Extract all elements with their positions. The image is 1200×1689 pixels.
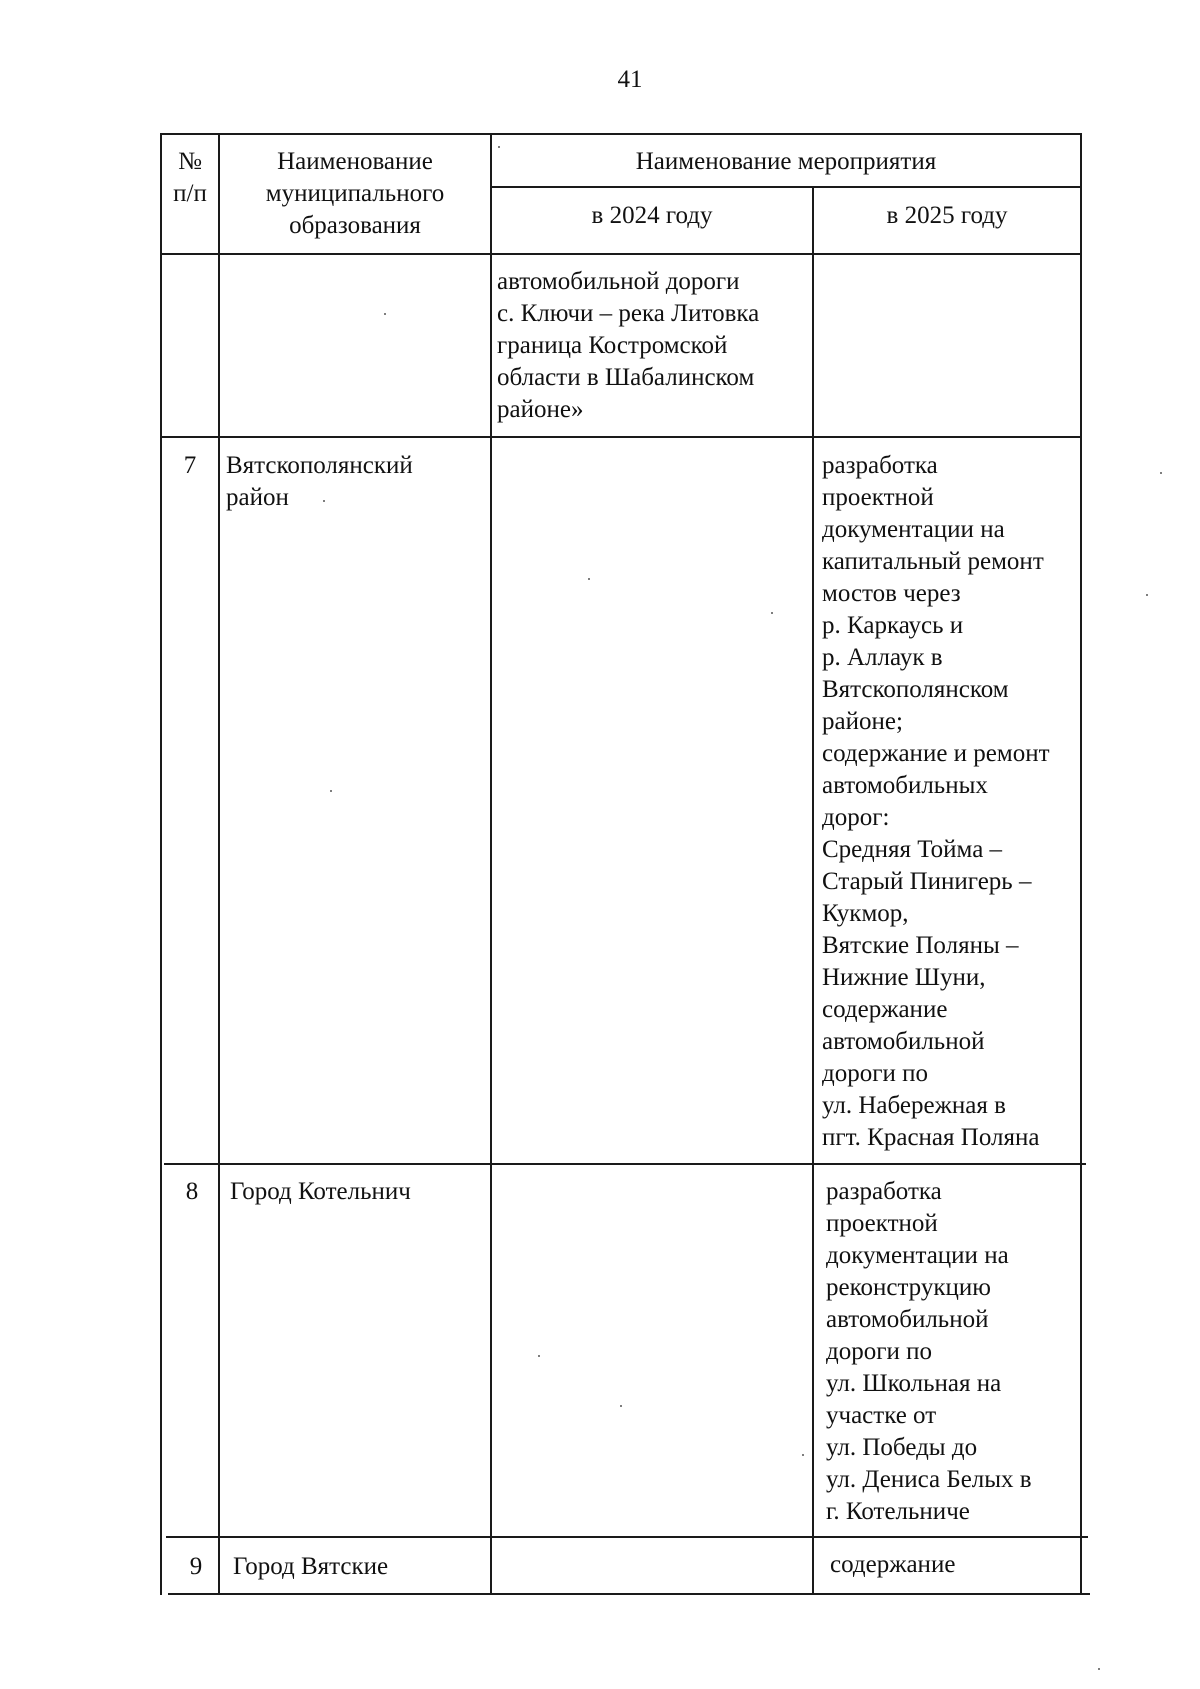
scan-speck <box>330 790 332 792</box>
row-9-2025: содержание <box>830 1551 956 1578</box>
row-8-2025: разработка проектной документации на реконструкцию автомобильной дороги по ул. Школьная на участке от ул. Победы до ул. Дениса Белых в г. Котельниче <box>826 1178 1032 1525</box>
scan-speck <box>538 1355 540 1357</box>
row-line-3 <box>166 1536 1088 1538</box>
header-subline <box>490 186 1080 188</box>
scan-speck <box>1146 594 1148 596</box>
page-number: 41 <box>617 66 643 93</box>
header-2025: в 2025 году <box>886 202 1008 229</box>
row-line-1 <box>162 436 1082 438</box>
header-municipality: Наименование муниципального образования <box>265 148 445 239</box>
scan-speck <box>498 146 500 148</box>
scan-speck <box>802 1454 804 1456</box>
row-line-2 <box>164 1163 1086 1165</box>
row-7-num: 7 <box>183 452 197 479</box>
table-line-top <box>160 133 1080 135</box>
scan-speck <box>384 313 386 315</box>
col-line-3 <box>812 186 814 1595</box>
header-num: № п/п <box>173 148 207 207</box>
row-9-municipality: Город Вятские <box>233 1553 389 1580</box>
header-2024: в 2024 году <box>591 202 713 229</box>
row-continuation-2024: автомобильной дороги с. Ключи – река Литовка граница Костромской области в Шабалинском районе» <box>497 268 760 423</box>
col-line-1 <box>218 133 220 1595</box>
scan-speck <box>771 612 773 614</box>
row-7-municipality: Вятскополянский район <box>226 452 413 511</box>
col-line-0 <box>160 133 162 1595</box>
row-7-2025: разработка проектной документации на капитальный ремонт мостов через р. Каркаусь и р. Аллаук в Вятскополянском районе; содержание и ремонт автомобильных дорог: Средняя Тойма – Старый Пинигерь – Кукмор, Вятские Поляны – Нижние Шуни, содержание автомобильной дороги по ул. Набережная в пгт. Красная Поляна <box>822 452 1050 1151</box>
row-8-municipality: Город Котельнич <box>230 1178 411 1205</box>
scan-speck <box>588 578 590 580</box>
scan-speck <box>323 500 325 502</box>
col-line-2 <box>490 133 492 1595</box>
row-8-num: 8 <box>185 1178 199 1205</box>
table-line-bottom <box>168 1593 1090 1595</box>
header-bottom-line <box>160 253 1080 255</box>
scan-speck <box>1160 472 1162 474</box>
header-measure: Наименование мероприятия <box>635 148 937 175</box>
scan-speck <box>620 1405 622 1407</box>
row-9-num: 9 <box>189 1553 203 1580</box>
scan-speck <box>1098 1668 1100 1670</box>
